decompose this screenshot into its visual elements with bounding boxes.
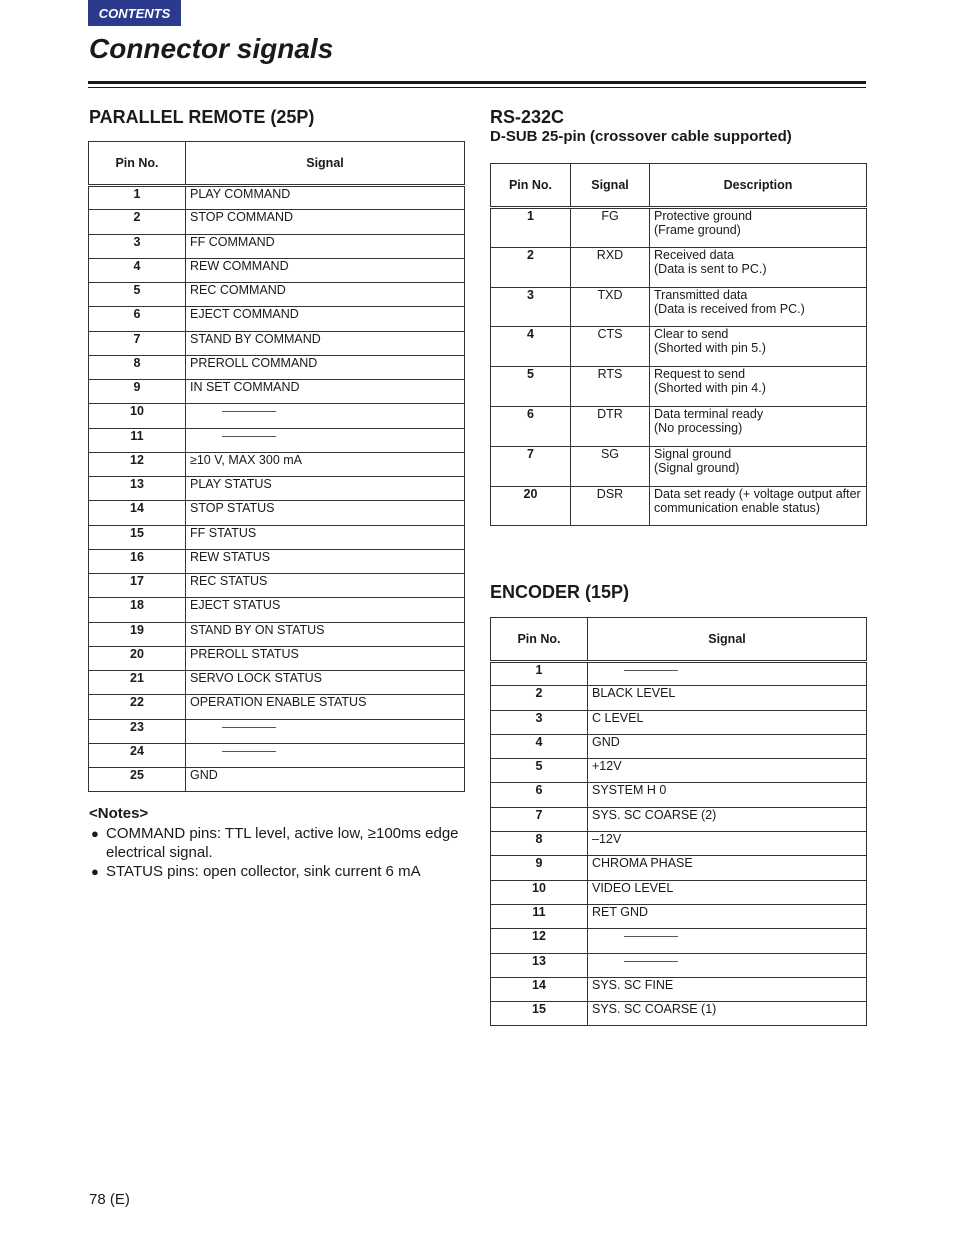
pin-number-cell: 4 bbox=[491, 734, 588, 758]
description-line: (Data is received from PC.) bbox=[654, 301, 805, 316]
table-row bbox=[89, 501, 465, 525]
table-row bbox=[89, 477, 465, 501]
signal-cell: C LEVEL bbox=[588, 710, 867, 734]
no-connection-dash bbox=[624, 670, 678, 671]
table-row bbox=[491, 904, 867, 928]
signal-cell: PLAY STATUS bbox=[186, 477, 465, 501]
description-line: (Shorted with pin 4.) bbox=[654, 381, 766, 396]
signal-cell bbox=[186, 404, 465, 428]
pin-number-cell: 6 bbox=[89, 307, 186, 331]
pin-number-cell: 2 bbox=[491, 686, 588, 710]
column-header-pin: Pin No. bbox=[491, 618, 588, 662]
signal-cell: SYS. SC COARSE (2) bbox=[588, 807, 867, 831]
signal-cell bbox=[186, 743, 465, 767]
description-cell bbox=[650, 327, 867, 367]
signal-cell bbox=[186, 719, 465, 743]
signal-cell: REC COMMAND bbox=[186, 283, 465, 307]
signal-cell: PREROLL COMMAND bbox=[186, 355, 465, 379]
signal-cell: DSR bbox=[571, 486, 650, 526]
pin-number-cell: 1 bbox=[491, 662, 588, 686]
pin-number-cell: 20 bbox=[491, 486, 571, 526]
table-row bbox=[89, 622, 465, 646]
pin-number-cell: 8 bbox=[491, 832, 588, 856]
table-row bbox=[89, 671, 465, 695]
signal-cell: BLACK LEVEL bbox=[588, 686, 867, 710]
table-row bbox=[89, 258, 465, 282]
pin-number-cell: 25 bbox=[89, 768, 186, 792]
signal-cell: REC STATUS bbox=[186, 574, 465, 598]
signal-cell bbox=[588, 662, 867, 686]
signal-cell: CHROMA PHASE bbox=[588, 856, 867, 880]
table-row bbox=[491, 807, 867, 831]
rs232c-table bbox=[490, 163, 867, 526]
signal-cell: EJECT COMMAND bbox=[186, 307, 465, 331]
note-item bbox=[89, 824, 465, 862]
description-cell bbox=[650, 486, 867, 526]
signal-cell: FF COMMAND bbox=[186, 234, 465, 258]
description-line: (Signal ground) bbox=[654, 460, 740, 475]
description-line: (Shorted with pin 5.) bbox=[654, 341, 766, 356]
table-row bbox=[491, 367, 867, 407]
table-row bbox=[89, 695, 465, 719]
description-cell bbox=[650, 247, 867, 287]
pin-number-cell: 7 bbox=[491, 807, 588, 831]
signal-cell: STOP STATUS bbox=[186, 501, 465, 525]
column-header-pin: Pin No. bbox=[491, 164, 571, 208]
contents-link[interactable]: CONTENTS bbox=[88, 0, 181, 26]
table-row bbox=[89, 574, 465, 598]
parallel-remote-table bbox=[88, 141, 465, 792]
pin-number-cell: 1 bbox=[491, 208, 571, 248]
pin-number-cell: 20 bbox=[89, 646, 186, 670]
description-line: Protective ground bbox=[654, 209, 752, 223]
pin-number-cell: 17 bbox=[89, 574, 186, 598]
pin-number-cell: 5 bbox=[491, 759, 588, 783]
pin-number-cell: 12 bbox=[89, 452, 186, 476]
table-row bbox=[491, 686, 867, 710]
description-line: Received data bbox=[654, 247, 734, 262]
pin-number-cell: 7 bbox=[491, 446, 571, 486]
pin-number-cell: 6 bbox=[491, 406, 571, 446]
signal-cell: STAND BY COMMAND bbox=[186, 331, 465, 355]
signal-cell: CTS bbox=[571, 327, 650, 367]
table-row bbox=[491, 734, 867, 758]
description-line: Clear to send bbox=[654, 327, 729, 342]
signal-cell: SYSTEM H 0 bbox=[588, 783, 867, 807]
column-header-signal: Signal bbox=[588, 618, 867, 662]
description-line: Transmitted data bbox=[654, 287, 748, 302]
pin-number-cell: 11 bbox=[491, 904, 588, 928]
pin-number-cell: 3 bbox=[491, 710, 588, 734]
table-row bbox=[89, 428, 465, 452]
signal-cell: FG bbox=[571, 208, 650, 248]
signal-cell: SERVO LOCK STATUS bbox=[186, 671, 465, 695]
no-connection-dash bbox=[624, 936, 678, 937]
table-row bbox=[89, 743, 465, 767]
table-row bbox=[491, 783, 867, 807]
table-row bbox=[491, 1002, 867, 1026]
table-header-row bbox=[89, 142, 465, 186]
signal-cell: RET GND bbox=[588, 904, 867, 928]
pin-number-cell: 12 bbox=[491, 929, 588, 953]
signal-cell: SYS. SC COARSE (1) bbox=[588, 1002, 867, 1026]
table-row bbox=[89, 719, 465, 743]
page-number: 78 (E) bbox=[89, 1191, 130, 1208]
pin-number-cell: 9 bbox=[491, 856, 588, 880]
description-cell bbox=[650, 446, 867, 486]
no-connection-dash bbox=[624, 961, 678, 962]
table-row bbox=[491, 929, 867, 953]
signal-cell bbox=[186, 428, 465, 452]
signal-cell: ≥10 V, MAX 300 mA bbox=[186, 452, 465, 476]
bullet-icon: ● bbox=[91, 826, 99, 841]
signal-cell bbox=[588, 953, 867, 977]
table-row bbox=[491, 208, 867, 248]
pin-number-cell: 11 bbox=[89, 428, 186, 452]
table-row bbox=[89, 210, 465, 234]
notes-list bbox=[89, 824, 465, 881]
table-row bbox=[491, 832, 867, 856]
description-line: (Frame ground) bbox=[654, 223, 741, 237]
signal-cell: SG bbox=[571, 446, 650, 486]
column-header-signal: Signal bbox=[571, 164, 650, 208]
pin-number-cell: 18 bbox=[89, 598, 186, 622]
table-row bbox=[491, 977, 867, 1001]
signal-cell: REW COMMAND bbox=[186, 258, 465, 282]
signal-cell bbox=[588, 929, 867, 953]
table-row bbox=[491, 880, 867, 904]
pin-number-cell: 6 bbox=[491, 783, 588, 807]
table-row bbox=[491, 953, 867, 977]
column-header-description: Description bbox=[650, 164, 867, 208]
signal-cell: STAND BY ON STATUS bbox=[186, 622, 465, 646]
signal-cell: SYS. SC FINE bbox=[588, 977, 867, 1001]
parallel-remote-heading: PARALLEL REMOTE (25P) bbox=[89, 107, 315, 127]
description-line: communication enable status) bbox=[654, 500, 821, 515]
table-row bbox=[89, 646, 465, 670]
pin-number-cell: 4 bbox=[491, 327, 571, 367]
table-row bbox=[89, 234, 465, 258]
description-line: Request to send bbox=[654, 367, 746, 382]
table-row bbox=[491, 486, 867, 526]
pin-number-cell: 14 bbox=[491, 977, 588, 1001]
page-title: Connector signals bbox=[89, 33, 334, 64]
description-line: (No processing) bbox=[654, 420, 743, 435]
pin-number-cell: 2 bbox=[491, 247, 571, 287]
column-header-pin: Pin No. bbox=[89, 142, 186, 186]
pin-number-cell: 8 bbox=[89, 355, 186, 379]
signal-cell: RXD bbox=[571, 247, 650, 287]
encoder-heading: ENCODER (15P) bbox=[490, 582, 630, 602]
table-row bbox=[491, 327, 867, 367]
table-row bbox=[89, 768, 465, 792]
pin-number-cell: 10 bbox=[491, 880, 588, 904]
description-cell bbox=[650, 287, 867, 327]
description-line: Signal ground bbox=[654, 446, 732, 461]
signal-cell: IN SET COMMAND bbox=[186, 380, 465, 404]
title-divider-thin bbox=[88, 87, 866, 88]
table-row bbox=[89, 307, 465, 331]
table-header-row bbox=[491, 164, 867, 208]
pin-number-cell: 4 bbox=[89, 258, 186, 282]
pin-number-cell: 3 bbox=[89, 234, 186, 258]
table-row bbox=[89, 355, 465, 379]
note-text: COMMAND pins: TTL level, active low, ≥100ms edge electrical signal. bbox=[106, 825, 459, 861]
pin-number-cell: 2 bbox=[89, 210, 186, 234]
pin-number-cell: 3 bbox=[491, 287, 571, 327]
table-row bbox=[491, 710, 867, 734]
signal-cell: FF STATUS bbox=[186, 525, 465, 549]
table-row bbox=[89, 380, 465, 404]
table-row bbox=[491, 446, 867, 486]
signal-cell: OPERATION ENABLE STATUS bbox=[186, 695, 465, 719]
encoder-table bbox=[490, 617, 867, 1026]
pin-number-cell: 16 bbox=[89, 549, 186, 573]
signal-cell: RTS bbox=[571, 367, 650, 407]
signal-cell: +12V bbox=[588, 759, 867, 783]
pin-number-cell: 19 bbox=[89, 622, 186, 646]
pin-number-cell: 15 bbox=[491, 1002, 588, 1026]
bullet-icon: ● bbox=[91, 864, 99, 879]
notes-title: <Notes> bbox=[89, 805, 149, 822]
no-connection-dash bbox=[222, 751, 276, 752]
column-header-signal: Signal bbox=[186, 142, 465, 186]
table-row bbox=[491, 662, 867, 686]
signal-cell: STOP COMMAND bbox=[186, 210, 465, 234]
signal-cell: EJECT STATUS bbox=[186, 598, 465, 622]
title-divider bbox=[88, 81, 866, 84]
table-row bbox=[89, 283, 465, 307]
table-row bbox=[89, 404, 465, 428]
table-header-row bbox=[491, 618, 867, 662]
no-connection-dash bbox=[222, 436, 276, 437]
signal-cell: –12V bbox=[588, 832, 867, 856]
pin-number-cell: 24 bbox=[89, 743, 186, 767]
signal-cell: PREROLL STATUS bbox=[186, 646, 465, 670]
no-connection-dash bbox=[222, 727, 276, 728]
pin-number-cell: 5 bbox=[89, 283, 186, 307]
table-row bbox=[89, 549, 465, 573]
rs232c-heading: RS-232C bbox=[490, 107, 565, 127]
description-line: (Data is sent to PC.) bbox=[654, 261, 767, 276]
pin-number-cell: 21 bbox=[89, 671, 186, 695]
signal-cell: DTR bbox=[571, 406, 650, 446]
table-row bbox=[89, 452, 465, 476]
no-connection-dash bbox=[222, 411, 276, 412]
pin-number-cell: 14 bbox=[89, 501, 186, 525]
table-row bbox=[491, 759, 867, 783]
pin-number-cell: 9 bbox=[89, 380, 186, 404]
table-row bbox=[89, 525, 465, 549]
table-row bbox=[491, 247, 867, 287]
signal-cell: PLAY COMMAND bbox=[186, 186, 465, 210]
description-cell bbox=[650, 208, 867, 248]
description-line: Data set ready (+ voltage output after bbox=[654, 486, 861, 501]
pin-number-cell: 22 bbox=[89, 695, 186, 719]
table-row bbox=[491, 406, 867, 446]
signal-cell: TXD bbox=[571, 287, 650, 327]
note-item bbox=[89, 862, 465, 881]
pin-number-cell: 5 bbox=[491, 367, 571, 407]
pin-number-cell: 23 bbox=[89, 719, 186, 743]
signal-cell: VIDEO LEVEL bbox=[588, 880, 867, 904]
signal-cell: GND bbox=[588, 734, 867, 758]
description-line: Data terminal ready bbox=[654, 406, 764, 421]
pin-number-cell: 15 bbox=[89, 525, 186, 549]
table-row bbox=[89, 598, 465, 622]
description-cell bbox=[650, 406, 867, 446]
note-text: STATUS pins: open collector, sink current 6 mA bbox=[106, 863, 421, 880]
table-row bbox=[89, 331, 465, 355]
pin-number-cell: 10 bbox=[89, 404, 186, 428]
table-row bbox=[491, 856, 867, 880]
signal-cell: GND bbox=[186, 768, 465, 792]
pin-number-cell: 7 bbox=[89, 331, 186, 355]
table-row bbox=[491, 287, 867, 327]
pin-number-cell: 13 bbox=[491, 953, 588, 977]
signal-cell: REW STATUS bbox=[186, 549, 465, 573]
table-row bbox=[89, 186, 465, 210]
pin-number-cell: 13 bbox=[89, 477, 186, 501]
rs232c-subheading: D-SUB 25-pin (crossover cable supported) bbox=[490, 128, 792, 145]
pin-number-cell: 1 bbox=[89, 186, 186, 210]
description-cell bbox=[650, 367, 867, 407]
